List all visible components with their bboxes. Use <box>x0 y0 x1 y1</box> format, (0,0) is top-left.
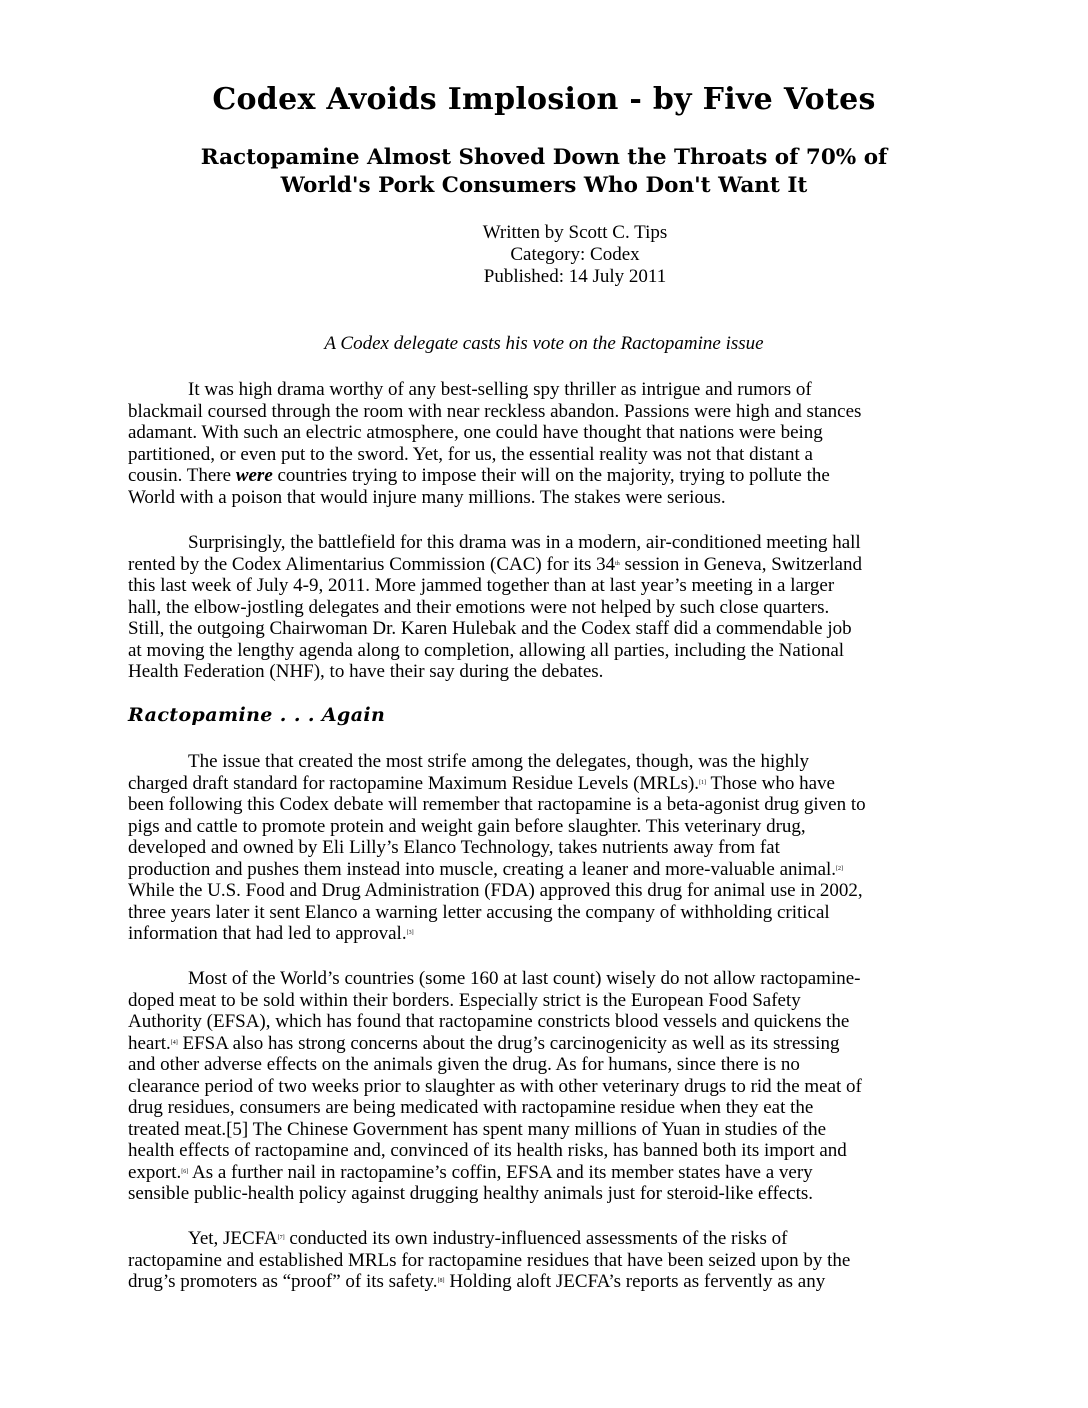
paragraph-5: Yet, JECFA[7] conducted its own industry-influenced assessments of the risks of ractopamine and established MRLs for ractopamine residues that have been seized upon by the drug’s promoters as “proof” of its safety.[8] Holding aloft JECFA’s reports as fervently as any <box>128 1228 851 1292</box>
article-subtitle <box>0 144 1088 200</box>
footnote-link[interactable]: [7] <box>277 1235 285 1241</box>
emphasis-were: were <box>235 465 273 486</box>
paragraph-2: Surprisingly, the battlefield for this drama was in a modern, air-conditioned meeting hall rented by the Codex Alimentarius Commission (CAC) for its 34th session in Geneva, Switzerland this last week of July 4-9, 2011. More jammed together than at last year’s meeting in a larger hall, the elbow-jostling delegates and their emotions were not helped by such close quarters. Still, the outgoing Chairwoman Dr. Karen Hulebak and the Codex staff did a commendable job at moving the lengthy agenda along to completion, allowing all parties, including the National Health Federation (NHF), to have their say during the debates. <box>128 532 862 682</box>
published-line: Published: 14 July 2011 <box>483 266 667 287</box>
image-caption: A Codex delegate casts his vote on the Ractopamine issue <box>324 333 764 354</box>
article-title: Codex Avoids Implosion - by Five Votes <box>212 82 876 117</box>
article-meta <box>0 222 1088 288</box>
footnote-link[interactable]: [6] <box>181 1168 189 1175</box>
footnote-link[interactable]: [4] <box>170 1039 178 1046</box>
paragraph-3: The issue that created the most strife among the delegates, though, was the highly charged draft standard for ractopamine Maximum Residue Levels (MRLs).[1] Those who have been following this Codex debate will remember that ractopamine is a beta-agonist drug given to pigs and cattle to promote protein and weight gain before slaughter. This veterinary drug, developed and owned by Eli Lilly’s Elanco Technology, takes nutrients away from fat production and pushes them instead into muscle, creating a leaner and more-valuable animal.[2] While the U.S. Food and Drug Administration (FDA) approved this drug for animal use in 2002, three years later it sent Elanco a warning letter accusing the company of withholding critical information that had led to approval.[3] <box>128 751 866 944</box>
footnote-link[interactable]: [2] <box>836 865 844 872</box>
author-line: Written by Scott C. Tips <box>482 222 668 243</box>
subtitle-line: Ractopamine Almost Shoved Down the Throats of 70% of <box>200 145 888 170</box>
footnote-link[interactable]: [1] <box>699 779 707 786</box>
footnote-link[interactable]: [3] <box>406 930 414 936</box>
subtitle-line: World's Pork Consumers Who Don't Want It <box>280 173 808 198</box>
category-line: Category: Codex <box>510 244 640 265</box>
footnote-link[interactable]: [8] <box>437 1278 445 1284</box>
ordinal-suffix: th <box>615 560 620 567</box>
paragraph-4: Most of the World’s countries (some 160 at last count) wisely do not allow ractopamine- doped meat to be sold within their borders. Especially strict is the European Food Safety Authority (EFSA), which has found that ractopamine constricts blood vessels and quickens the heart.[4] EFSA also has strong concerns about the drug’s carcinogenicity as well as its stressing and other adverse effects on the animals given the drug. As for humans, since there is no clearance period of two weeks prior to slaughter as with other veterinary drugs to rid the meat of drug residues, consumers are being medicated with ractopamine residue when they eat the treated meat.[5] The Chinese Government has spent many millions of Yuan in studies of the health effects of ractopamine and, convinced of its health risks, has banned both its import and export.[6] As a further nail in ractopamine’s coffin, EFSA and its member states have a very sensible public-health policy against drugging healthy animals just for steroid-like effects. <box>128 968 862 1204</box>
section-heading: Ractopamine . . . Again <box>128 704 386 726</box>
paragraph-1: It was high drama worthy of any best-selling spy thriller as intrigue and rumors of blackmail coursed through the room with near reckless abandon. Passions were high and stances adamant. With such an electric atmosphere, one could have thought that nations were being partitioned, or even put to the sword. Yet, for us, the essential reality was not that distant a cousin. There were countries trying to impose their will on the majority, trying to pollute the World with a poison that would injure many millions. The stakes were serious. <box>128 379 862 508</box>
